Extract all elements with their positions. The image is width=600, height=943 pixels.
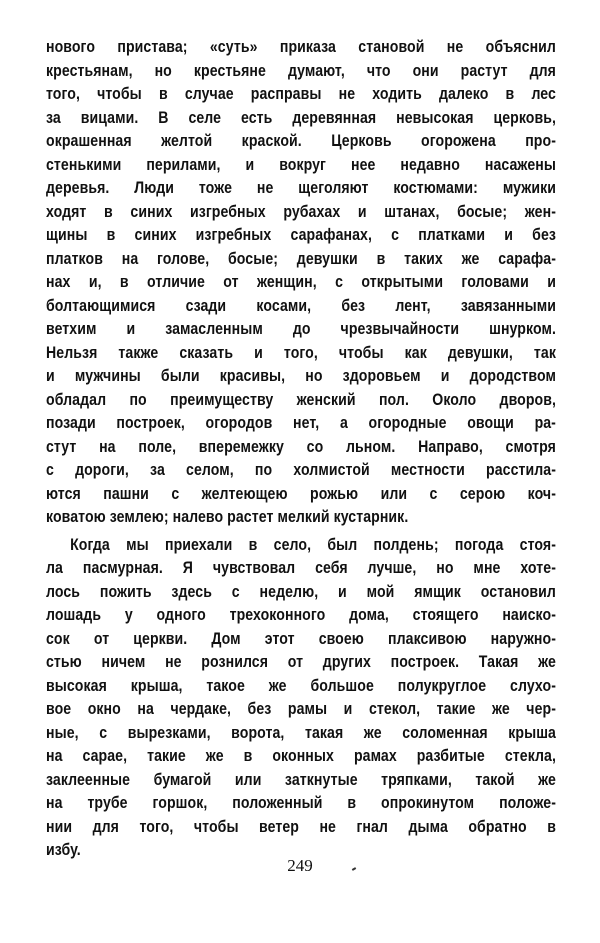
text-line: стут на поле, вперемежку со льном. Направо, смотря (46, 437, 556, 456)
text-line: избу. (46, 841, 81, 859)
text-line: ные, с вырезками, ворота, такая же соломенная крыша (46, 723, 556, 742)
document-page (46, 36, 556, 886)
text-line: и мужчины были красивы, но здоровьем и дородством (46, 367, 556, 385)
text-line: на сарае, такие же в оконных рамах разбитые стекла, (46, 747, 556, 765)
text-line: ветхим и замасленным до чрезвычайности шнурком. (46, 320, 556, 338)
text-line: нах и, в отличие от женщин, с открытыми головами и (46, 273, 556, 291)
text-line: деревья. Люди тоже не щеголяют костюмами: мужики (46, 179, 556, 197)
text-line: за вицами. В селе есть деревянная невысокая церковь, (46, 108, 556, 127)
text-line: лось пожить здесь с неделю, и мой ямщик остановил (46, 582, 556, 601)
text-line: болтающимися сзади косами, без лент, завязанными (46, 296, 556, 315)
text-line: коватою землею; налево растет мелкий кустарник. (46, 508, 409, 526)
text-line: нии для того, чтобы ветер не гнал дыма обратно в (46, 817, 556, 836)
text-line: Когда мы приехали в село, был полдень; погода стоя- (70, 535, 556, 554)
text-line: сок от церкви. Дом этот своею плаксивою наружно- (46, 629, 556, 648)
text-line: нового пристава; «суть» приказа становой не объяснил (46, 38, 556, 56)
text-line: заклеенные бумагой или заткнутые тряпками, такой же (46, 770, 556, 789)
page-number: 249 (287, 856, 313, 875)
text-line: окрашенная желтой краской. Церковь огорожена про- (46, 132, 556, 150)
text-line: лошадь у одного трехоконного дома, стоящего наиско- (46, 606, 556, 624)
text-line: щины в синих изгребных сарафанах, с платками и без (46, 226, 556, 244)
text-line: крестьянам, но крестьяне думают, что они растут для (46, 61, 556, 80)
paragraph-1 (46, 36, 556, 530)
text-line: платков на голове, босые; девушки в таких же сарафа- (46, 249, 556, 268)
text-line: ла пасмурная. Я чувствовал себя лучше, но мне хоте- (46, 559, 556, 577)
text-line: того, чтобы в случае расправы не ходить далеко в лес (46, 85, 556, 103)
text-line: ются пашни с желтеющею рожью или с серою коч- (46, 484, 556, 503)
text-line: стью ничем не рознился от других построек. Такая же (46, 653, 556, 671)
text-line: стенькими перилами, и вокруг нее недавно насажены (46, 155, 556, 174)
text-line: ходят в синих изгребных рубахах и штанах, босые; жен- (46, 202, 556, 221)
text-line: на трубе горшок, положенный в опрокинутом положе- (46, 794, 556, 812)
text-line: Нельзя также сказать и того, чтобы как девушки, так (46, 343, 556, 362)
text-line: позади построек, огородов нет, а огородные овощи ра- (46, 414, 556, 432)
text-line: обладал по преимуществу женский пол. Около дворов, (46, 390, 556, 409)
text-line: высокая крыша, такое же большое полукруглое слухо- (46, 676, 556, 695)
text-line: вое окно на чердаке, без рамы и стекол, такие же чер- (46, 700, 556, 718)
text-line: с дороги, за селом, по холмистой местности расстила- (46, 461, 556, 479)
paragraph-2 (46, 534, 556, 887)
